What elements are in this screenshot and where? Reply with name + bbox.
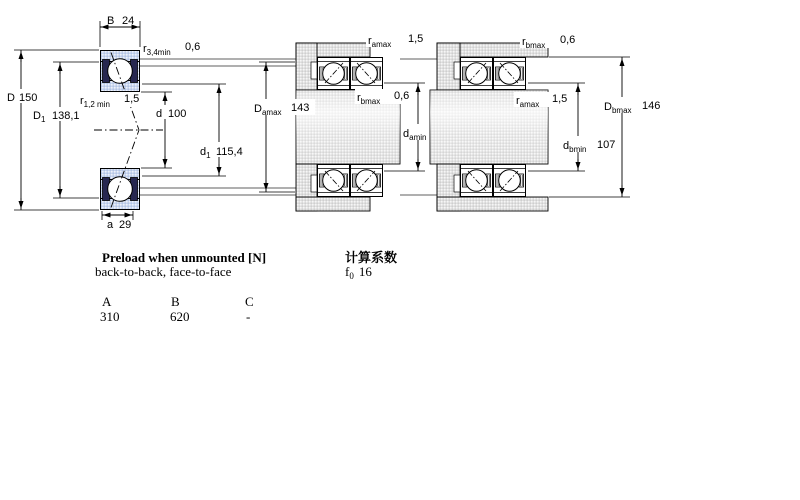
svg-text:1,5: 1,5	[408, 33, 424, 45]
svg-text:ramax: $r_{amax}$	[368, 35, 392, 49]
svg-text:24: 24	[122, 15, 135, 27]
svg-text:B: B	[107, 15, 115, 27]
preload-title: Preload when unmounted [N]	[102, 250, 267, 265]
svg-text:100: 100	[168, 108, 187, 120]
svg-text:rbmax: $r_{bmax}$	[357, 92, 381, 106]
svg-text:ramax: $r_{amax}$	[516, 95, 540, 109]
preload-table	[95, 250, 266, 324]
svg-text:rbmax: $r_{bmax}$	[522, 36, 546, 50]
svg-text:107: 107	[597, 139, 616, 151]
label-rbmax-mid	[355, 89, 412, 106]
svg-text:150: 150	[19, 92, 38, 104]
svg-text:29: 29	[119, 219, 132, 231]
svg-text:Dbmax: $D_{bmax}$	[604, 101, 632, 115]
svg-text:r1,2 min: $r_{1,2 min}$	[80, 95, 110, 109]
preload-val-b: 620	[170, 309, 190, 324]
svg-text:a: a	[107, 219, 114, 231]
bearing-section-top	[100, 51, 140, 92]
svg-text:0,6: 0,6	[394, 90, 410, 102]
bearing-pair-bottom	[318, 165, 383, 197]
figure-bearing-cross-section	[5, 15, 248, 231]
label-ramax-right	[514, 92, 576, 109]
svg-text:0,6: 0,6	[185, 41, 201, 53]
svg-text:D1: $D_1$	[33, 110, 46, 124]
svg-text:Damax: $D_{amax}$	[254, 103, 282, 117]
label-r12	[78, 92, 140, 109]
svg-text:dbmin: $d_{bmin}$	[563, 140, 587, 154]
preload-val-c: -	[246, 309, 251, 324]
calc-f0: $f_0$ 16	[345, 264, 372, 281]
label-ramax-mid	[366, 33, 428, 49]
ball	[108, 177, 133, 202]
svg-text:d: d	[156, 108, 163, 120]
dimension-B	[100, 15, 140, 47]
svg-text:1,5: 1,5	[552, 93, 568, 105]
svg-text:143: 143	[291, 102, 310, 114]
svg-text:D: D	[7, 92, 15, 104]
ball	[108, 59, 133, 84]
svg-text:1,5: 1,5	[124, 93, 140, 105]
label-rbmax-right	[520, 34, 580, 50]
dimension-Dbmax	[549, 57, 664, 197]
bearing-pair-top	[461, 58, 526, 90]
preload-col-b: B	[171, 294, 180, 309]
svg-text:115,4: 115,4	[216, 146, 243, 158]
label-r34	[143, 41, 200, 57]
figure-mounted-pair-a	[252, 33, 459, 211]
preload-col-a: A	[102, 294, 112, 309]
svg-text:damin: $d_{amin}$	[403, 128, 427, 142]
preload-subtitle: back-to-back, face-to-face	[95, 264, 232, 279]
bearing-pair-top	[318, 58, 383, 90]
bearing-section-bottom	[100, 169, 140, 210]
dimension-D	[5, 50, 99, 210]
preload-col-c: C	[245, 294, 254, 309]
svg-text:0,6: 0,6	[560, 34, 576, 46]
svg-text:138,1: 138,1	[52, 110, 80, 122]
svg-text:r3,4min: $r_{3,4min}$	[143, 43, 171, 57]
dimension-a	[102, 211, 133, 231]
calculation-factors	[345, 250, 397, 281]
preload-val-a: 310	[100, 309, 120, 324]
figure-mounted-pair-b	[430, 34, 664, 211]
dimension-D1	[31, 62, 99, 198]
bearing-pair-bottom	[461, 165, 526, 197]
svg-text:d1: $d_1$	[200, 146, 211, 160]
svg-text:146: 146	[642, 100, 661, 112]
calc-title: 计算系数	[345, 250, 398, 265]
